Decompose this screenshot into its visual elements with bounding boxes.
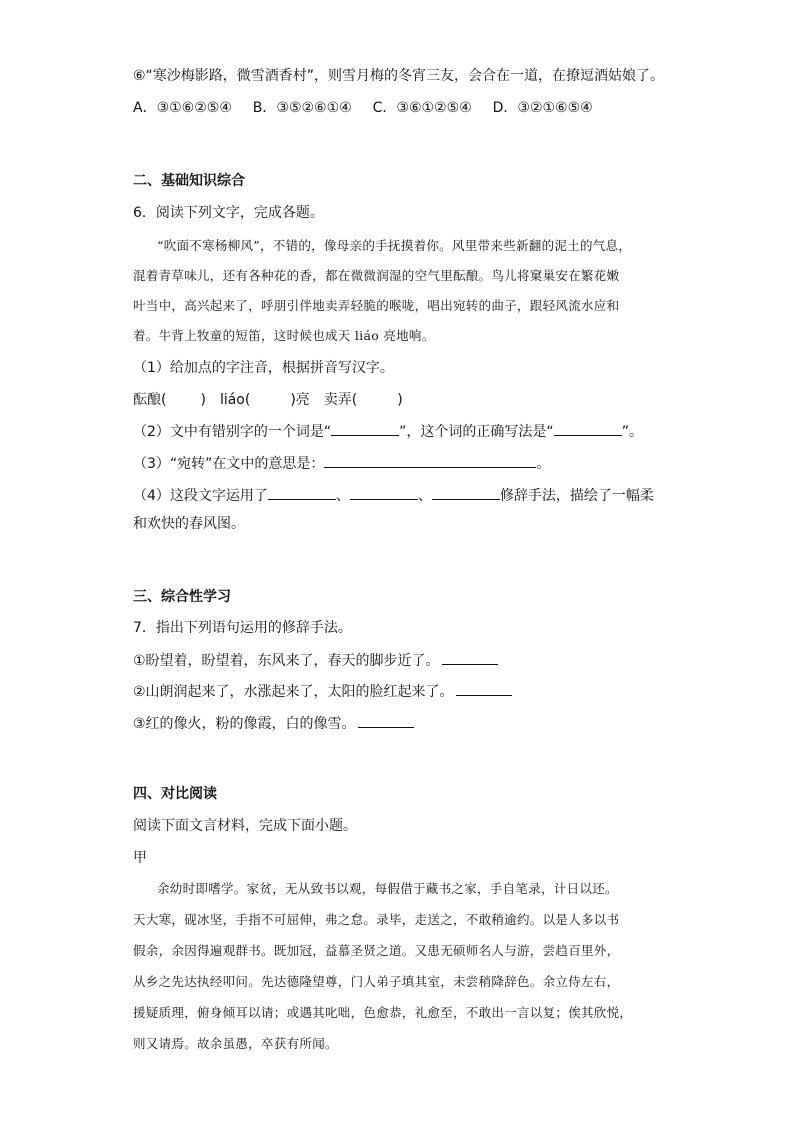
- answer-options: [133, 98, 593, 118]
- passage-line: “吹面不寒杨柳风”，不错的，像母亲的手抚摸着你。风里带来些新翻的泥土的气息，: [157, 238, 632, 253]
- option-d[interactable]: D．③②①⑥⑤④: [492, 100, 593, 116]
- answer-blank[interactable]: [324, 453, 536, 468]
- answer-blank[interactable]: [554, 421, 622, 436]
- separator: 、: [335, 488, 350, 504]
- sub2-text: ”，这个词的正确写法是“: [399, 424, 554, 440]
- answer-blank[interactable]: [350, 485, 418, 500]
- classical-passage-line: 从乡之先达执经叩问。先达德隆望尊，门人弟子填其室，未尝稍降辞色。余立侍左右，: [133, 974, 620, 989]
- question-7-intro: 7．指出下列语句运用的修辞手法。: [133, 620, 352, 636]
- pinyin-liao: liáo(: [219, 392, 251, 408]
- option-a[interactable]: A．③①⑥②⑤④: [133, 100, 232, 116]
- option-c[interactable]: C．③⑥①②⑤④: [372, 100, 472, 116]
- passage-line: 着。牛背上牧童的短笛，这时候也成天 liáo 亮地响。: [133, 328, 435, 343]
- sub-question-4-cont: 和欢快的春风图。: [133, 516, 245, 532]
- classical-passage-line: 天大寒，砚冰坚，手指不可屈伸，弗之怠。录毕，走送之，不敢稍逾约。以是人多以书: [133, 912, 620, 927]
- section-heading-3: 三、综合性学习: [133, 589, 231, 605]
- answer-blank[interactable]: [358, 713, 414, 728]
- paren-close: ): [200, 392, 206, 408]
- reading-intro: 阅读下面文言材料，完成下面小题。: [133, 818, 357, 834]
- answer-blank[interactable]: [442, 650, 498, 665]
- sub4-text: 修辞手法，描绘了一幅柔: [499, 488, 654, 504]
- classical-passage-line: 则又请焉。故余虽愚，卒获有所闻。: [133, 1036, 338, 1051]
- answer-blank[interactable]: [268, 485, 336, 500]
- section-heading-4: 四、对比阅读: [133, 786, 217, 802]
- word-yunniang: 酝酿(: [133, 392, 167, 408]
- section-heading-2: 二、基础知识综合: [133, 173, 245, 189]
- sub-question-2: [133, 421, 643, 442]
- answer-blank[interactable]: [432, 485, 500, 500]
- question-6-intro: 6．阅读下列文字，完成各题。: [133, 205, 324, 221]
- option-b[interactable]: B．③⑤②⑥①④: [252, 100, 352, 116]
- sub2-text: ”。: [621, 424, 643, 440]
- rhetoric-item-3: [133, 713, 414, 734]
- rhetoric-item-1: [133, 650, 498, 671]
- sub-question-1: （1）给加点的字注音，根据拼音写汉字。: [133, 360, 394, 376]
- paren-close: ): [397, 392, 403, 408]
- word-mainong: 卖弄(: [323, 392, 358, 408]
- classical-passage-line: 假余，余因得遍观群书。既加冠，益慕圣贤之道。又患无硕师名人与游，尝趋百里外，: [133, 943, 620, 958]
- answer-blank[interactable]: [456, 681, 512, 696]
- answer-blank[interactable]: [331, 421, 399, 436]
- sub4-text: （4）这段文字运用了: [133, 488, 268, 504]
- rhetoric-item-2: [133, 681, 512, 702]
- passage-line: 混着青草味儿，还有各种花的香，都在微微润湿的空气里酝酿。鸟儿将窠巢安在繁花嫩: [133, 268, 620, 283]
- sub3-text: （3）“宛转”在文中的意思是：: [133, 456, 325, 472]
- sub-question-1-items: [133, 390, 403, 410]
- passage-label-jia: 甲: [133, 850, 147, 866]
- classical-passage-line: 援疑质理，俯身倾耳以请；或遇其叱咄，色愈恭，礼愈至，不敢出一言以复；俟其欣悦，: [133, 1005, 633, 1020]
- sub2-text: （2）文中有错别字的一个词是“: [133, 424, 332, 440]
- option-line-6: ⑥“寒沙梅影路，微雪酒香村”，则雪月梅的冬宵三友，会合在一道，在撩逗酒姑娘了。: [133, 68, 665, 84]
- sub3-text: 。: [536, 456, 551, 472]
- item-text: ①盼望着，盼望着，东风来了，春天的脚步近了。: [133, 653, 440, 669]
- classical-passage-line: 余幼时即嗜学。家贫，无从致书以观，每假借于藏书之家，手自笔录，计日以还。: [157, 881, 618, 896]
- sub-question-4: [133, 485, 654, 506]
- separator: 、: [417, 488, 432, 504]
- sub-question-3: [133, 453, 550, 474]
- passage-line: 叶当中，高兴起来了，呼朋引伴地卖弄轻脆的喉咙，唱出宛转的曲子，跟轻风流水应和: [133, 298, 620, 313]
- word-liang: )亮: [290, 392, 310, 408]
- item-text: ②山朗润起来了，水涨起来了，太阳的脸红起来了。: [133, 684, 454, 700]
- item-text: ③红的像火，粉的像霞，白的像雪。: [133, 716, 356, 732]
